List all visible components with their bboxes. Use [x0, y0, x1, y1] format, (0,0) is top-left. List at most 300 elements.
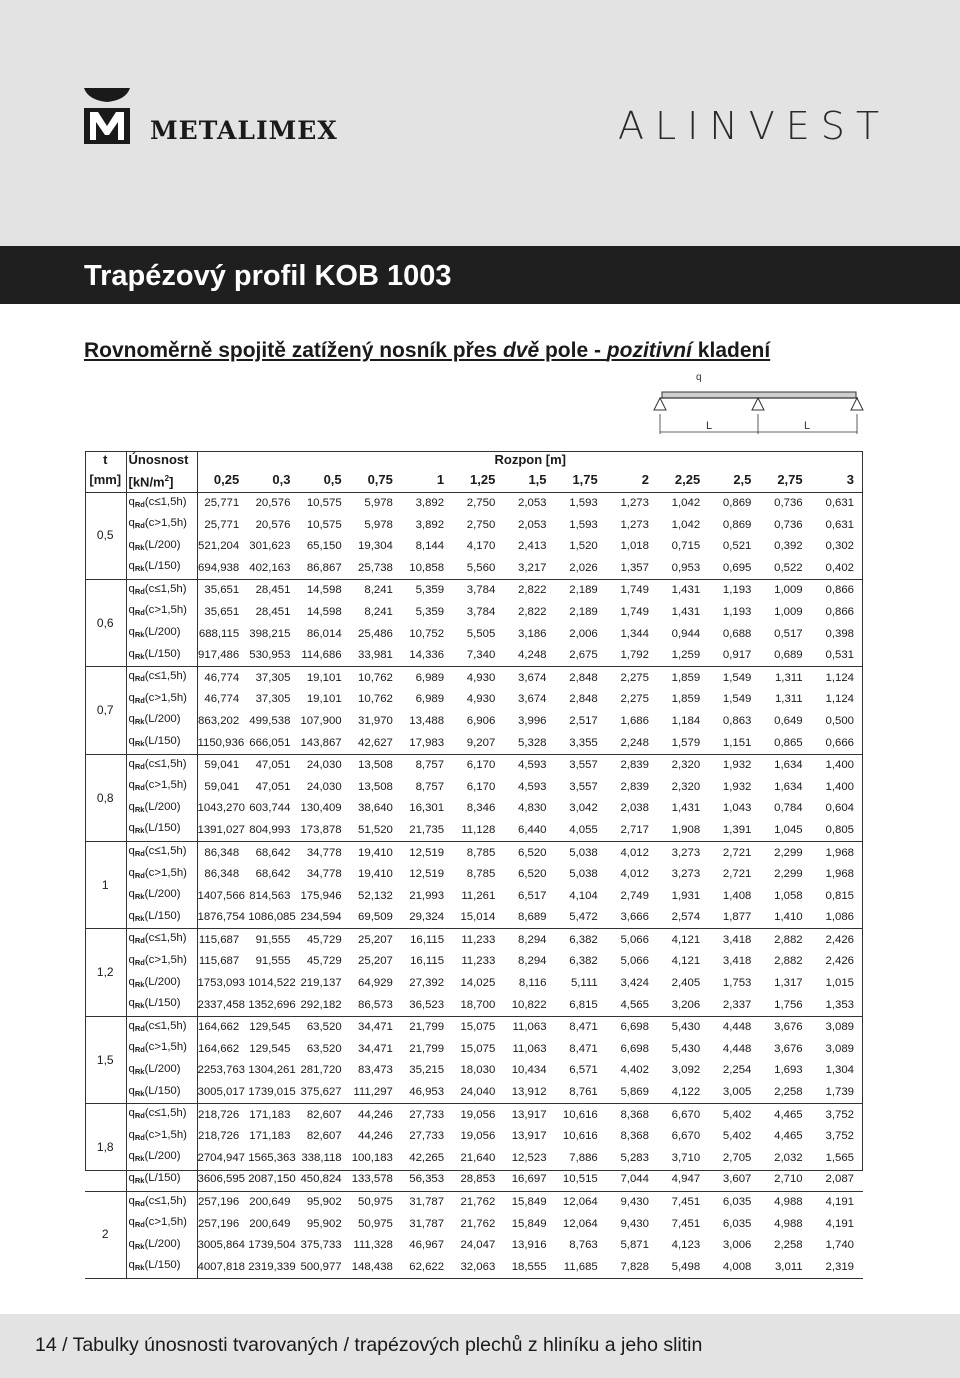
value-cell: 21,993 — [409, 889, 445, 902]
value-cell: 63,520 — [306, 1021, 342, 1034]
table-row — [85, 1016, 863, 1038]
value-cell: 10,575 — [306, 518, 342, 531]
q-condition: (L/200) — [144, 626, 181, 639]
q-subscript: Rd — [134, 849, 145, 859]
value-cell: 21,640 — [460, 1151, 496, 1164]
value-cell: 12,064 — [562, 1196, 598, 1209]
value-cell: 24,030 — [306, 780, 342, 793]
value-cell: 1,058 — [774, 889, 803, 902]
value-cell: 0,688 — [722, 627, 752, 640]
value-cell: 2,053 — [518, 518, 547, 531]
value-cell: 4,830 — [518, 802, 547, 815]
value-cell: 129,545 — [249, 1042, 291, 1055]
value-cell: 1,520 — [569, 540, 598, 553]
value-cell: 28,451 — [255, 605, 291, 618]
q-symbol: q — [128, 1019, 135, 1032]
value-cell: 0,631 — [825, 518, 854, 531]
q-condition: (c≤1,5h) — [144, 582, 187, 595]
value-cell: 63,520 — [306, 1042, 342, 1055]
value-cell: 4,448 — [722, 1042, 752, 1055]
q-condition: (L/150) — [144, 822, 181, 835]
value-cell: 0,302 — [825, 540, 854, 553]
value-cell: 4,008 — [709, 1256, 760, 1278]
value-cell: 2087,150 — [248, 1169, 299, 1191]
q-symbol: q — [128, 866, 135, 879]
span-value-header: 2,75 — [760, 470, 811, 492]
value-cell: 8,116 — [518, 977, 547, 990]
value-cell: 8,346 — [466, 802, 496, 815]
value-cell: 2,275 — [620, 693, 649, 706]
q-subscript: Rd — [134, 1198, 145, 1208]
value-cell: 28,451 — [255, 584, 291, 597]
value-cell: 45,729 — [306, 933, 342, 946]
value-cell: 82,607 — [306, 1130, 342, 1143]
value-cell: 2,258 — [760, 1082, 811, 1104]
q-subscript: Rk — [134, 651, 145, 661]
value-cell: 375,733 — [300, 1239, 342, 1252]
value-cell: 25,771 — [204, 497, 240, 510]
value-cell: 42,627 — [351, 732, 402, 754]
value-cell: 133,578 — [351, 1169, 402, 1191]
value-cell: 0,398 — [825, 627, 854, 640]
value-cell: 1,431 — [671, 802, 701, 815]
value-cell: 0,815 — [825, 889, 854, 902]
q-symbol: q — [128, 1171, 135, 1184]
value-cell: 2,750 — [466, 518, 496, 531]
capacity-label — [126, 645, 197, 667]
value-cell: 46,774 — [204, 671, 240, 684]
span-value-header: 2,5 — [709, 470, 760, 492]
value-cell: 35,651 — [204, 605, 240, 618]
capacity-label — [126, 1213, 197, 1235]
q-symbol: q — [128, 822, 135, 835]
value-cell: 1,043 — [722, 802, 752, 815]
value-cell: 2,710 — [760, 1169, 811, 1191]
value-cell: 530,953 — [248, 645, 299, 667]
value-cell: 34,778 — [306, 846, 342, 859]
capacity-label — [126, 667, 197, 689]
capacity-label — [126, 601, 197, 623]
value-cell: 2,882 — [774, 933, 803, 946]
value-cell: 19,101 — [306, 693, 342, 706]
q-condition: (c≤1,5h) — [144, 670, 187, 683]
value-cell: 95,902 — [306, 1217, 342, 1230]
value-cell: 64,929 — [358, 977, 393, 990]
value-cell: 10,762 — [358, 693, 393, 706]
value-cell: 2,258 — [774, 1239, 803, 1252]
value-cell: 10,762 — [358, 671, 393, 684]
value-cell: 0,500 — [825, 714, 854, 727]
q-subscript: Rd — [134, 608, 145, 618]
q-condition: (c>1,5h) — [144, 1128, 187, 1141]
value-cell: 13,917 — [511, 1130, 547, 1143]
value-cell: 100,183 — [351, 1151, 393, 1164]
value-cell: 21,735 — [402, 819, 453, 841]
q-symbol: q — [128, 626, 135, 639]
thickness-cell: 1,5 — [85, 1016, 126, 1103]
value-cell: 38,640 — [358, 802, 393, 815]
value-cell: 2319,339 — [248, 1256, 299, 1278]
q-symbol: q — [128, 538, 135, 551]
value-cell: 47,051 — [255, 780, 291, 793]
q-symbol: q — [128, 757, 135, 770]
value-cell: 14,336 — [402, 645, 453, 667]
value-cell: 1,357 — [607, 557, 658, 579]
q-condition: (L/150) — [144, 647, 181, 660]
value-cell: 2337,458 — [197, 994, 248, 1016]
capacity-label — [126, 1016, 197, 1038]
capacity-label — [126, 864, 197, 886]
value-cell: 863,202 — [198, 714, 240, 727]
value-cell: 27,733 — [409, 1108, 445, 1121]
value-cell: 0,521 — [722, 540, 752, 553]
value-cell: 2,320 — [671, 780, 701, 793]
table-row — [85, 514, 863, 536]
value-cell: 4,121 — [671, 933, 701, 946]
value-cell: 69,509 — [351, 907, 402, 929]
value-cell: 3,784 — [466, 605, 496, 618]
value-cell: 19,304 — [358, 540, 393, 553]
value-cell: 59,041 — [204, 780, 240, 793]
value-cell: 19,056 — [460, 1108, 496, 1121]
value-cell: 3,676 — [774, 1042, 803, 1055]
value-cell: 5,871 — [620, 1239, 649, 1252]
value-cell: 21,762 — [460, 1217, 496, 1230]
value-cell: 2,426 — [825, 955, 854, 968]
value-cell: 7,451 — [671, 1196, 701, 1209]
value-cell: 35,215 — [409, 1064, 445, 1077]
value-cell: 1,859 — [671, 693, 701, 706]
q-subscript: Rk — [134, 1088, 145, 1098]
table-row — [85, 842, 863, 864]
q-subscript: Rd — [134, 499, 145, 509]
q-subscript: Rk — [134, 717, 145, 727]
value-cell: 4,123 — [671, 1239, 701, 1252]
q-subscript: Rk — [134, 979, 145, 989]
value-cell: 3,355 — [556, 732, 607, 754]
value-cell: 8,763 — [569, 1239, 598, 1252]
value-cell: 3,892 — [415, 497, 445, 510]
capacity-unit-end: ] — [169, 473, 174, 489]
col-t-unit: [mm] — [85, 470, 126, 492]
capacity-label — [126, 1126, 197, 1148]
q-symbol: q — [128, 735, 135, 748]
value-cell: 301,623 — [249, 540, 291, 553]
q-symbol: q — [128, 997, 135, 1010]
value-cell: 11,233 — [461, 933, 496, 946]
value-cell: 5,038 — [569, 868, 598, 881]
page-title: Trapézový profil KOB 1003 — [84, 260, 452, 292]
value-cell: 1,431 — [671, 605, 701, 618]
q-condition: (c≤1,5h) — [144, 495, 187, 508]
value-cell: 1086,085 — [248, 907, 299, 929]
capacity-label — [126, 557, 197, 579]
value-cell: 4,988 — [774, 1196, 803, 1209]
value-cell: 4,565 — [607, 994, 658, 1016]
value-cell: 814,563 — [249, 889, 291, 902]
thickness-cell: 1,8 — [85, 1104, 126, 1191]
value-cell: 91,555 — [255, 955, 291, 968]
value-cell: 47,051 — [255, 759, 291, 772]
value-cell: 3,557 — [569, 759, 598, 772]
value-cell: 0,736 — [774, 497, 803, 510]
value-cell: 10,616 — [562, 1108, 598, 1121]
value-cell: 15,075 — [460, 1042, 496, 1055]
q-subscript: Rd — [134, 1220, 145, 1230]
q-symbol: q — [128, 800, 135, 813]
distributed-load-bar — [662, 392, 856, 398]
value-cell: 5,978 — [364, 497, 393, 510]
value-cell: 3,011 — [760, 1256, 811, 1278]
capacity-label — [126, 754, 197, 776]
value-cell: 21,799 — [409, 1042, 445, 1055]
value-cell: 6,170 — [466, 759, 496, 772]
value-cell: 5,038 — [569, 846, 598, 859]
value-cell: 1043,270 — [197, 802, 246, 815]
header-band — [0, 0, 960, 246]
value-cell: 15,075 — [460, 1021, 496, 1034]
value-cell: 5,498 — [658, 1256, 709, 1278]
value-cell: 2,006 — [569, 627, 598, 640]
value-cell: 12,519 — [409, 846, 445, 859]
value-cell: 50,975 — [358, 1217, 393, 1230]
col-capacity-header: Únosnost — [126, 451, 197, 470]
value-cell: 917,486 — [197, 645, 248, 667]
value-cell: 2,299 — [774, 868, 803, 881]
middle-support-icon — [752, 398, 764, 410]
q-condition: (c>1,5h) — [144, 604, 187, 617]
value-cell: 6,989 — [415, 671, 445, 684]
value-cell: 3,206 — [658, 994, 709, 1016]
value-cell: 2,189 — [569, 584, 598, 597]
left-support-icon — [654, 398, 666, 410]
value-cell: 10,752 — [409, 627, 445, 640]
value-cell: 0,865 — [760, 732, 811, 754]
value-cell: 13,917 — [511, 1108, 547, 1121]
value-cell: 2,320 — [671, 759, 701, 772]
value-cell: 3,996 — [518, 714, 547, 727]
capacity-label — [126, 798, 197, 820]
value-cell: 2,337 — [709, 994, 760, 1016]
value-cell: 15,014 — [453, 907, 504, 929]
capacity-unit-text: [kN/m — [128, 473, 165, 489]
value-cell: 11,063 — [512, 1042, 547, 1055]
capacity-label — [126, 1191, 197, 1213]
col-t-header: t — [85, 451, 126, 470]
value-cell: 2,426 — [825, 933, 854, 946]
table-row — [85, 819, 863, 841]
table-row — [85, 536, 863, 558]
value-cell: 2,675 — [556, 645, 607, 667]
col-capacity-unit — [126, 470, 197, 492]
value-cell: 6,670 — [671, 1130, 701, 1143]
table-row — [85, 951, 863, 973]
table-row — [85, 864, 863, 886]
value-cell: 35,651 — [204, 584, 240, 597]
metalimex-wordmark: METALIMEX — [150, 116, 338, 145]
value-cell: 8,294 — [518, 933, 547, 946]
value-cell: 82,607 — [306, 1108, 342, 1121]
value-cell: 2,254 — [722, 1064, 752, 1077]
value-cell: 15,849 — [511, 1196, 547, 1209]
table-row — [85, 1235, 863, 1257]
value-cell: 19,410 — [358, 846, 393, 859]
value-cell: 257,196 — [198, 1217, 240, 1230]
value-cell: 171,183 — [249, 1130, 291, 1143]
metalimex-logo — [82, 86, 362, 150]
value-cell: 338,118 — [301, 1151, 342, 1164]
value-cell: 17,983 — [402, 732, 453, 754]
value-cell: 2,026 — [556, 557, 607, 579]
value-cell: 500,977 — [299, 1256, 350, 1278]
value-cell: 8,241 — [364, 584, 393, 597]
value-cell: 2,750 — [466, 497, 496, 510]
q-subscript: Rd — [134, 1045, 145, 1055]
span-value-header: 1,5 — [504, 470, 555, 492]
value-cell: 0,531 — [812, 645, 863, 667]
capacity-unit-sup: 2 — [164, 473, 170, 483]
q-subscript: Rd — [134, 870, 145, 880]
table-row — [85, 798, 863, 820]
value-cell: 13,508 — [358, 780, 393, 793]
q-symbol: q — [128, 779, 135, 792]
value-cell: 46,774 — [204, 693, 240, 706]
value-cell: 8,471 — [569, 1021, 598, 1034]
q-symbol: q — [128, 713, 135, 726]
value-cell: 0,869 — [722, 497, 752, 510]
q-condition: (L/200) — [144, 1062, 181, 1075]
value-cell: 36,523 — [402, 994, 453, 1016]
value-cell: 8,144 — [415, 540, 445, 553]
q-subscript: Rk — [134, 892, 145, 902]
value-cell: 175,946 — [300, 889, 342, 902]
span-value-header: 1,75 — [556, 470, 607, 492]
value-cell: 2,848 — [569, 693, 598, 706]
q-condition: (L/150) — [144, 1084, 181, 1097]
value-cell: 2,405 — [671, 977, 701, 990]
capacity-label — [126, 776, 197, 798]
capacity-label — [126, 1082, 197, 1104]
value-cell: 4,593 — [518, 759, 547, 772]
value-cell: 3,418 — [722, 933, 752, 946]
value-cell: 218,726 — [198, 1130, 240, 1143]
table-row — [85, 623, 863, 645]
q-symbol: q — [128, 1062, 135, 1075]
q-symbol: q — [128, 517, 135, 530]
value-cell: 3,089 — [825, 1021, 854, 1034]
value-cell: 5,560 — [453, 557, 504, 579]
header-row-1 — [85, 451, 863, 470]
value-cell: 21,762 — [460, 1196, 496, 1209]
subtitle-part4: pozitivní — [606, 339, 692, 362]
value-cell: 1,749 — [620, 584, 649, 597]
table-row — [85, 1126, 863, 1148]
value-cell: 2,299 — [774, 846, 803, 859]
value-cell: 13,488 — [409, 714, 445, 727]
value-cell: 0,631 — [825, 497, 854, 510]
q-subscript: Rd — [134, 957, 145, 967]
value-cell: 86,348 — [204, 846, 240, 859]
value-cell: 9,430 — [620, 1196, 649, 1209]
value-cell: 0,736 — [774, 518, 803, 531]
value-cell: 37,305 — [255, 671, 291, 684]
q-condition: (L/150) — [144, 909, 181, 922]
table-row — [85, 929, 863, 951]
value-cell: 171,183 — [249, 1108, 291, 1121]
value-cell: 402,163 — [248, 557, 299, 579]
capacity-label — [126, 492, 197, 514]
value-cell: 4,402 — [620, 1064, 649, 1077]
value-cell: 11,261 — [461, 889, 496, 902]
value-cell: 1,792 — [607, 645, 658, 667]
value-cell: 3,892 — [415, 518, 445, 531]
thickness-cell: 0,5 — [85, 492, 126, 579]
value-cell: 95,902 — [306, 1196, 342, 1209]
table-row — [85, 492, 863, 514]
value-cell: 25,207 — [358, 955, 393, 968]
value-cell: 25,738 — [351, 557, 402, 579]
value-cell: 1,968 — [825, 846, 854, 859]
value-cell: 3005,017 — [197, 1082, 248, 1104]
value-cell: 5,359 — [415, 605, 445, 618]
q-condition: (c≤1,5h) — [144, 932, 187, 945]
value-cell: 4,988 — [774, 1217, 803, 1230]
value-cell: 91,555 — [255, 933, 291, 946]
q-symbol: q — [128, 560, 135, 573]
value-cell: 27,733 — [409, 1130, 445, 1143]
value-cell: 3,676 — [774, 1021, 803, 1034]
value-cell: 29,324 — [402, 907, 453, 929]
value-cell: 3,186 — [518, 627, 547, 640]
q-condition: (c≤1,5h) — [144, 1194, 187, 1207]
q-symbol: q — [128, 1259, 135, 1272]
value-cell: 173,878 — [299, 819, 350, 841]
q-symbol: q — [128, 582, 135, 595]
value-cell: 2,822 — [518, 605, 547, 618]
value-cell: 1014,522 — [248, 977, 296, 990]
value-cell: 0,666 — [812, 732, 863, 754]
table-row — [85, 557, 863, 579]
q-symbol: q — [128, 1107, 135, 1120]
value-cell: 0,863 — [722, 714, 752, 727]
value-cell: 1,259 — [658, 645, 709, 667]
footer-text: 14 / Tabulky únosnosti tvarovaných / trapézových plechů z hliníku a jeho slitin — [35, 1334, 703, 1356]
value-cell: 12,523 — [511, 1151, 547, 1164]
value-cell: 1,124 — [825, 693, 854, 706]
span-value-header: 0,25 — [197, 470, 248, 492]
value-cell: 6,815 — [556, 994, 607, 1016]
q-condition: (c>1,5h) — [144, 953, 187, 966]
value-cell: 31,970 — [358, 714, 393, 727]
right-support-icon — [851, 398, 863, 410]
value-cell: 62,622 — [402, 1256, 453, 1278]
value-cell: 8,368 — [620, 1108, 649, 1121]
value-cell: 46,953 — [402, 1082, 453, 1104]
value-cell: 3,089 — [825, 1042, 854, 1055]
value-cell: 1,045 — [760, 819, 811, 841]
span-label-1: L — [706, 420, 713, 432]
value-cell: 4,930 — [466, 671, 496, 684]
value-cell: 27,392 — [409, 977, 445, 990]
value-cell: 8,368 — [620, 1130, 649, 1143]
value-cell: 0,604 — [825, 802, 854, 815]
section-subtitle — [84, 339, 770, 363]
value-cell: 1,749 — [620, 605, 649, 618]
value-cell: 0,866 — [825, 605, 854, 618]
q-symbol: q — [128, 1084, 135, 1097]
q-condition: (L/200) — [144, 888, 181, 901]
value-cell: 8,785 — [466, 846, 496, 859]
